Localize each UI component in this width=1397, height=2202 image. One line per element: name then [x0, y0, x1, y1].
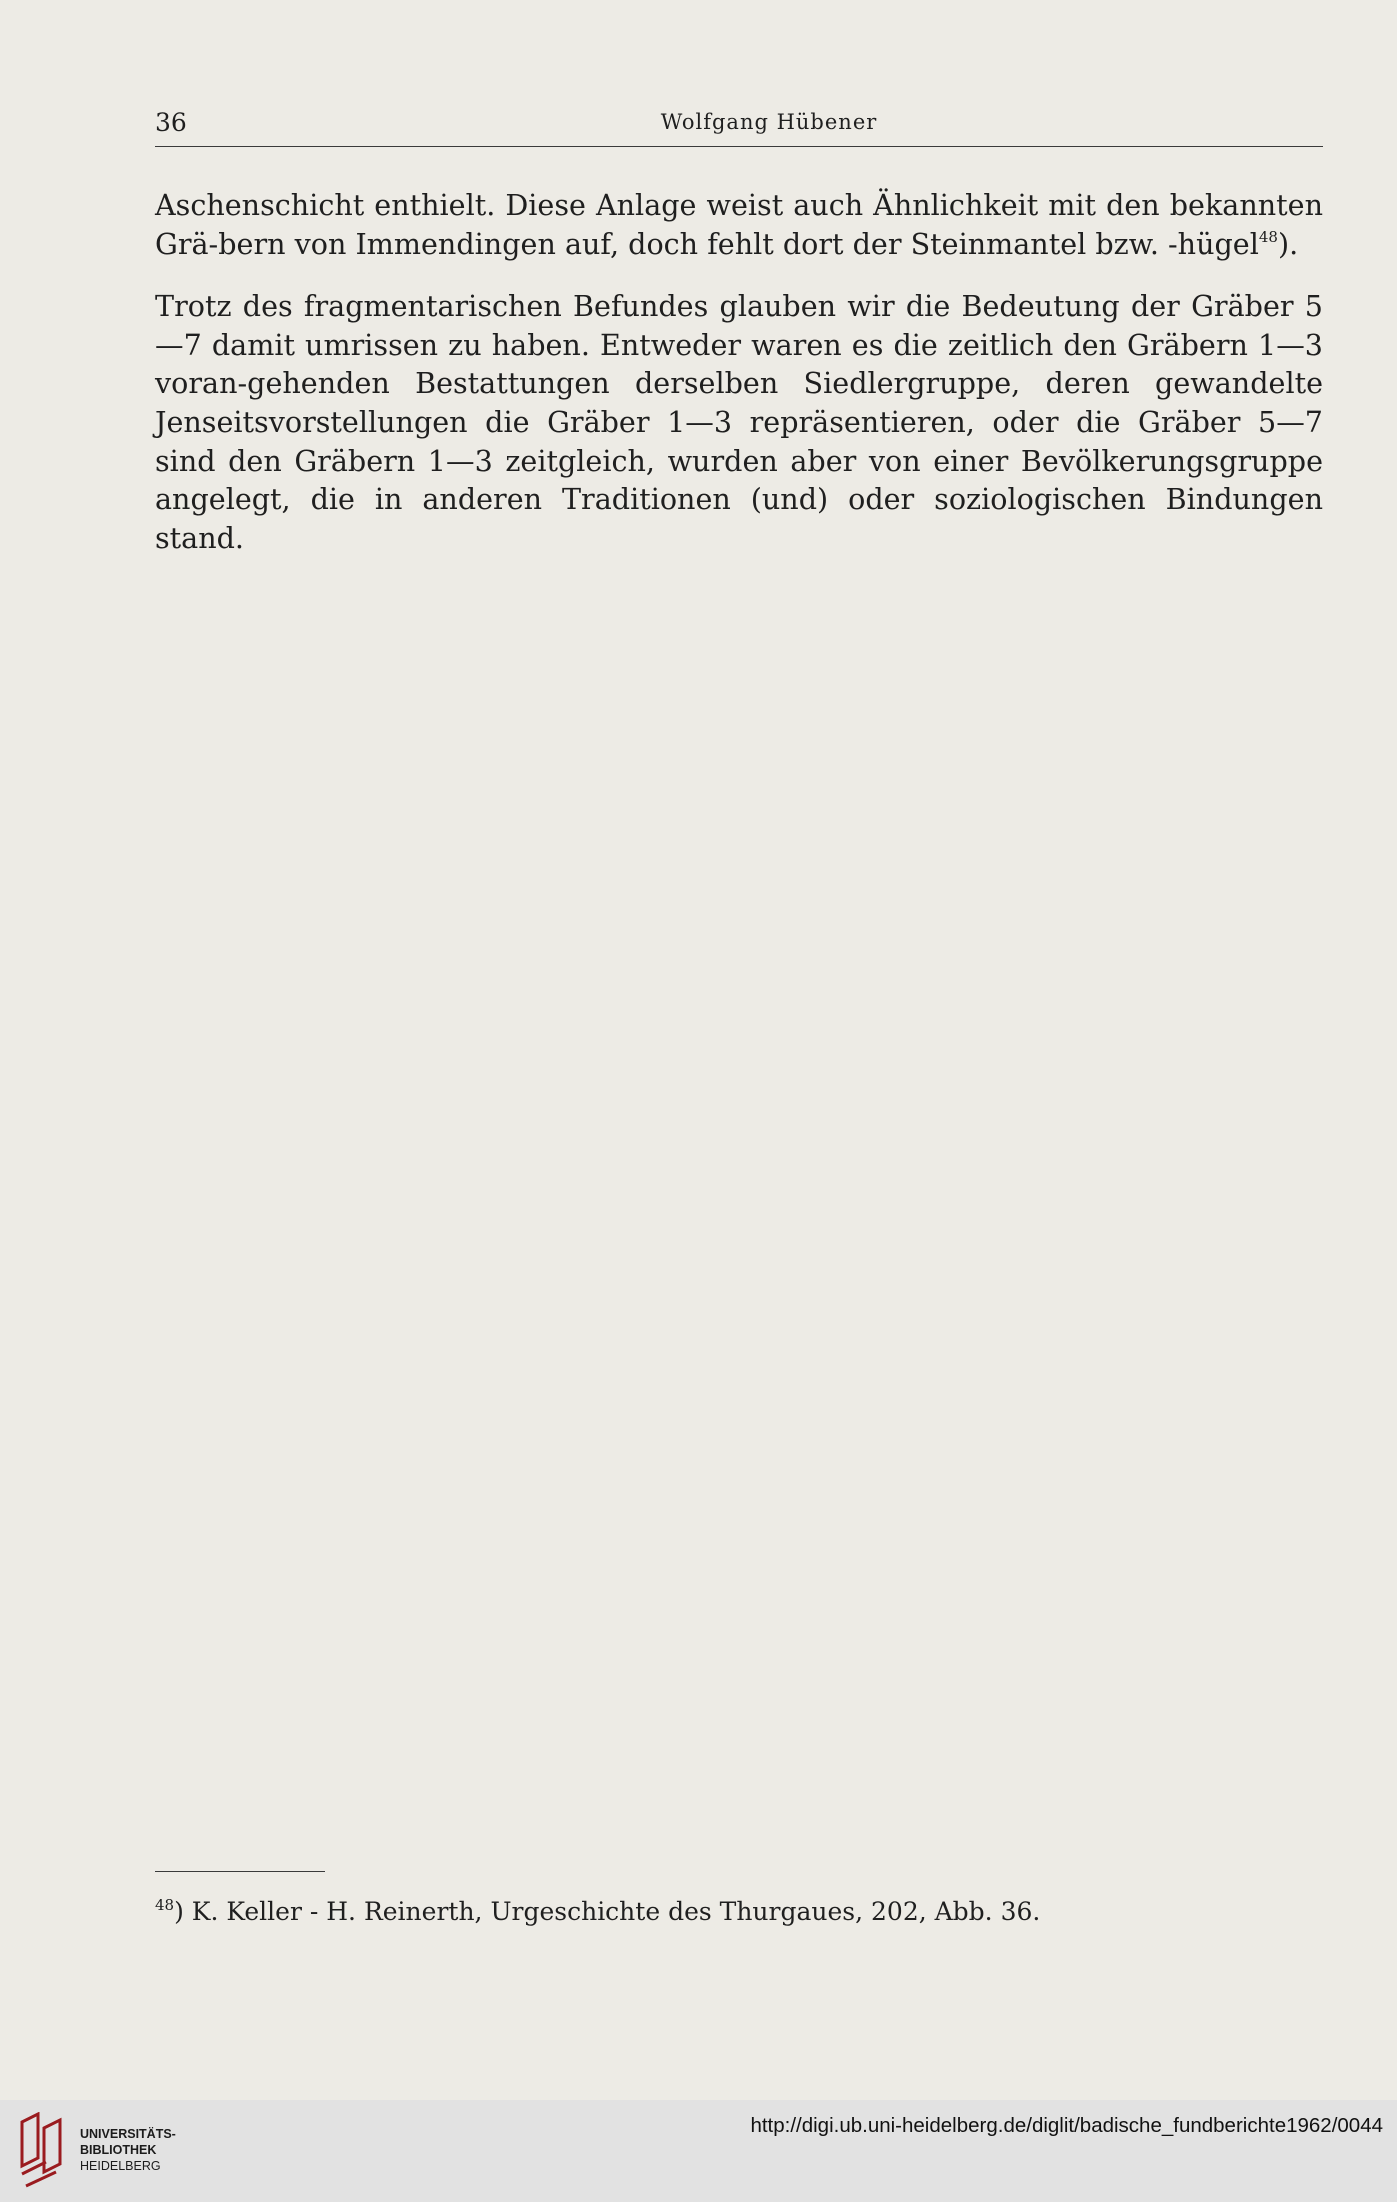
paragraph: Aschenschicht enthielt. Diese Anlage weist auch Ähnlichkeit mit den bekannten Grä-bern von Immendingen auf, doch fehlt dort der Steinmantel bzw. -hügel$^{48}$).	[155, 188, 1323, 261]
library-logo-icon	[16, 2112, 68, 2190]
page-number: 36	[155, 108, 187, 137]
page-url-link[interactable]: http://digi.ub.uni-heidelberg.de/diglit/badische_fundberichte1962/0044	[750, 2114, 1383, 2137]
library-logo-text: UNIVERSITÄTS- BIBLIOTHEK HEIDELBERG	[80, 2127, 176, 2173]
page-header	[155, 104, 1323, 144]
footnote-marker: 48	[155, 1896, 175, 1914]
footnote-text: ) K. Keller - H. Reinerth, Urgeschichte des Thurgaues, 202, Abb. 36.	[174, 1897, 1041, 1926]
body-text	[155, 186, 1323, 581]
running-head: Wolfgang Hübener	[660, 110, 878, 134]
viewer-footer	[0, 2100, 1397, 2202]
header-rule	[155, 146, 1323, 147]
footnote-rule	[155, 1871, 325, 1872]
footnote	[155, 1888, 1323, 1929]
footnote-reference: 48	[1258, 227, 1278, 246]
paragraph: Trotz des fragmentarischen Befundes glauben wir die Bedeutung der Gräber 5—7 damit umrissen zu haben. Entweder waren es die zeitlich den Gräbern 1—3 voran-gehenden Bestattungen derselben Siedlergruppe, deren gewandelte Jenseitsvorstellungen die Gräber 1—3 repräsentieren, oder die Gräber 5—7 sind den Gräbern 1—3 zeitgleich, wurden aber von einer Bevölkerungsgruppe angelegt, die in anderen Traditionen (und) oder soziologischen Bindungen stand.	[155, 289, 1323, 555]
